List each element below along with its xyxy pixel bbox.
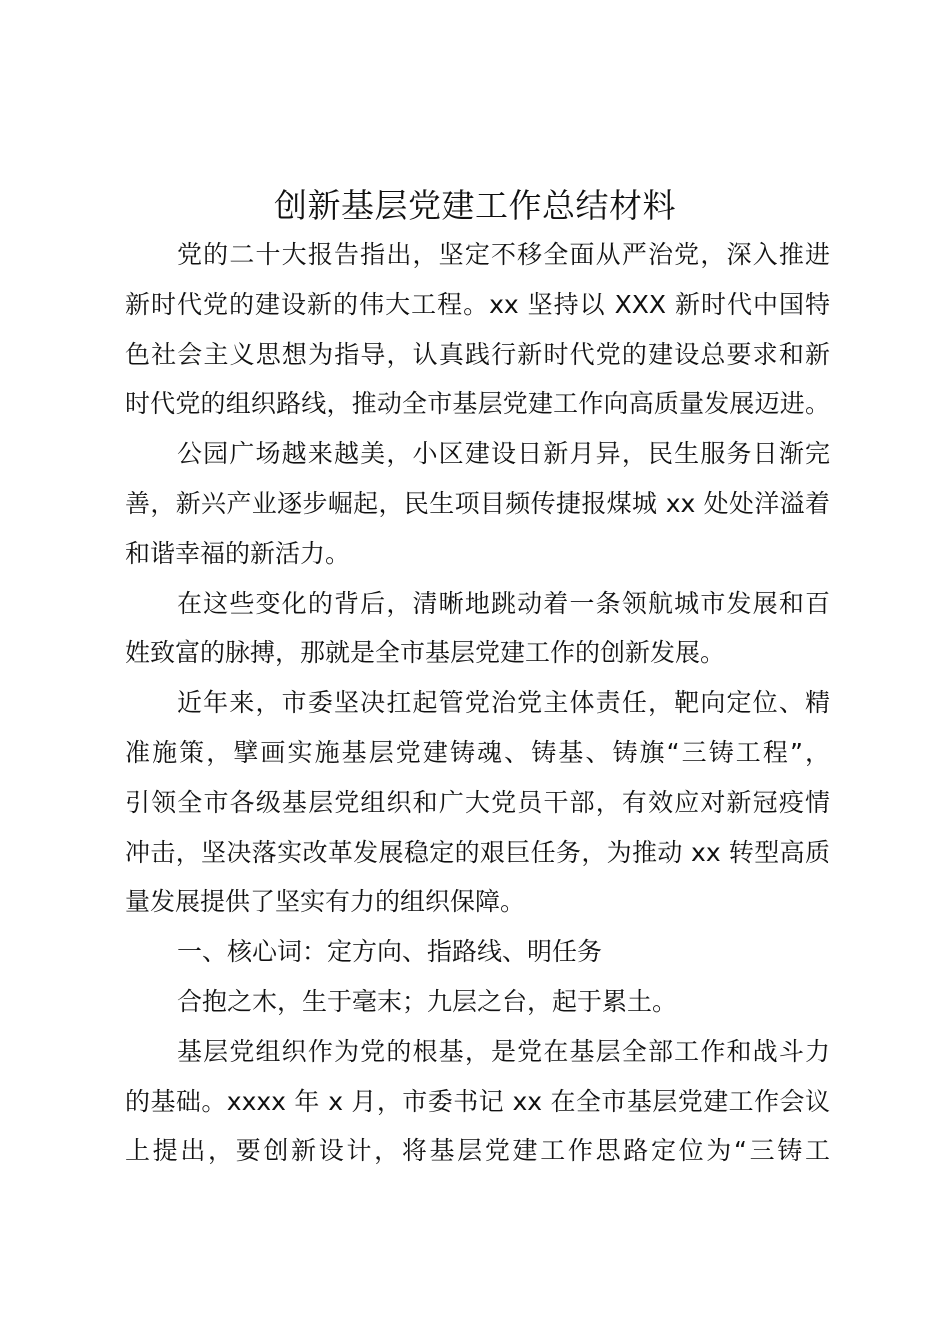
paragraph-line: 引领全市各级基层党组织和广大党员干部，有效应对新冠疫情 (125, 787, 830, 817)
paragraph-line: 近年来，市委坚决扛起管党治党主体责任，靶向定位、精 (177, 688, 830, 718)
paragraph-line: 和谐幸福的新活力。 (125, 538, 351, 568)
paragraph-line: 在这些变化的背后，清晰地跳动着一条领航城市发展和百 (177, 588, 830, 618)
paragraph-line: 党的二十大报告指出，坚定不移全面从严治党，深入推进 (177, 240, 830, 269)
section-heading: 一、核心词：定方向、指路线、明任务 (177, 937, 603, 967)
paragraph-line: 姓致富的脉搏，那就是全市基层党建工作的创新发展。 (125, 638, 726, 668)
paragraph-line: 上提出，要创新设计，将基层党建工作思路定位为“三铸工 (125, 1136, 830, 1166)
paragraph-line: 的基础。xxxx 年 x 月，市委书记 xx 在全市基层党建工作会议 (125, 1086, 830, 1116)
paragraph-line: 量发展提供了坚实有力的组织保障。 (125, 887, 526, 917)
document-body (125, 230, 830, 1176)
paragraph-line: 色社会主义思想为指导，认真践行新时代党的建设总要求和新 (125, 339, 830, 369)
paragraph-line: 基层党组织作为党的根基，是党在基层全部工作和战斗力 (177, 1036, 830, 1066)
paragraph-line: 善，新兴产业逐步崛起，民生项目频传捷报煤城 xx 处处洋溢着 (125, 488, 830, 518)
paragraph-line: 公园广场越来越美，小区建设日新月异，民生服务日渐完 (177, 439, 830, 469)
paragraph-line: 时代党的组织路线，推动全市基层党建工作向高质量发展迈进。 (125, 389, 830, 419)
paragraph-line: 准施策，擘画实施基层党建铸魂、铸基、铸旗“三铸工程”， (125, 737, 830, 767)
document-title: 创新基层党建工作总结材料 (274, 186, 676, 225)
paragraph-line: 冲击，坚决落实改革发展稳定的艰巨任务，为推动 xx 转型高质 (125, 837, 830, 867)
paragraph-line: 新时代党的建设新的伟大工程。xx 坚持以 XXX 新时代中国特 (125, 289, 830, 319)
paragraph-line: 合抱之木，生于毫末；九层之台，起于累土。 (177, 986, 678, 1016)
